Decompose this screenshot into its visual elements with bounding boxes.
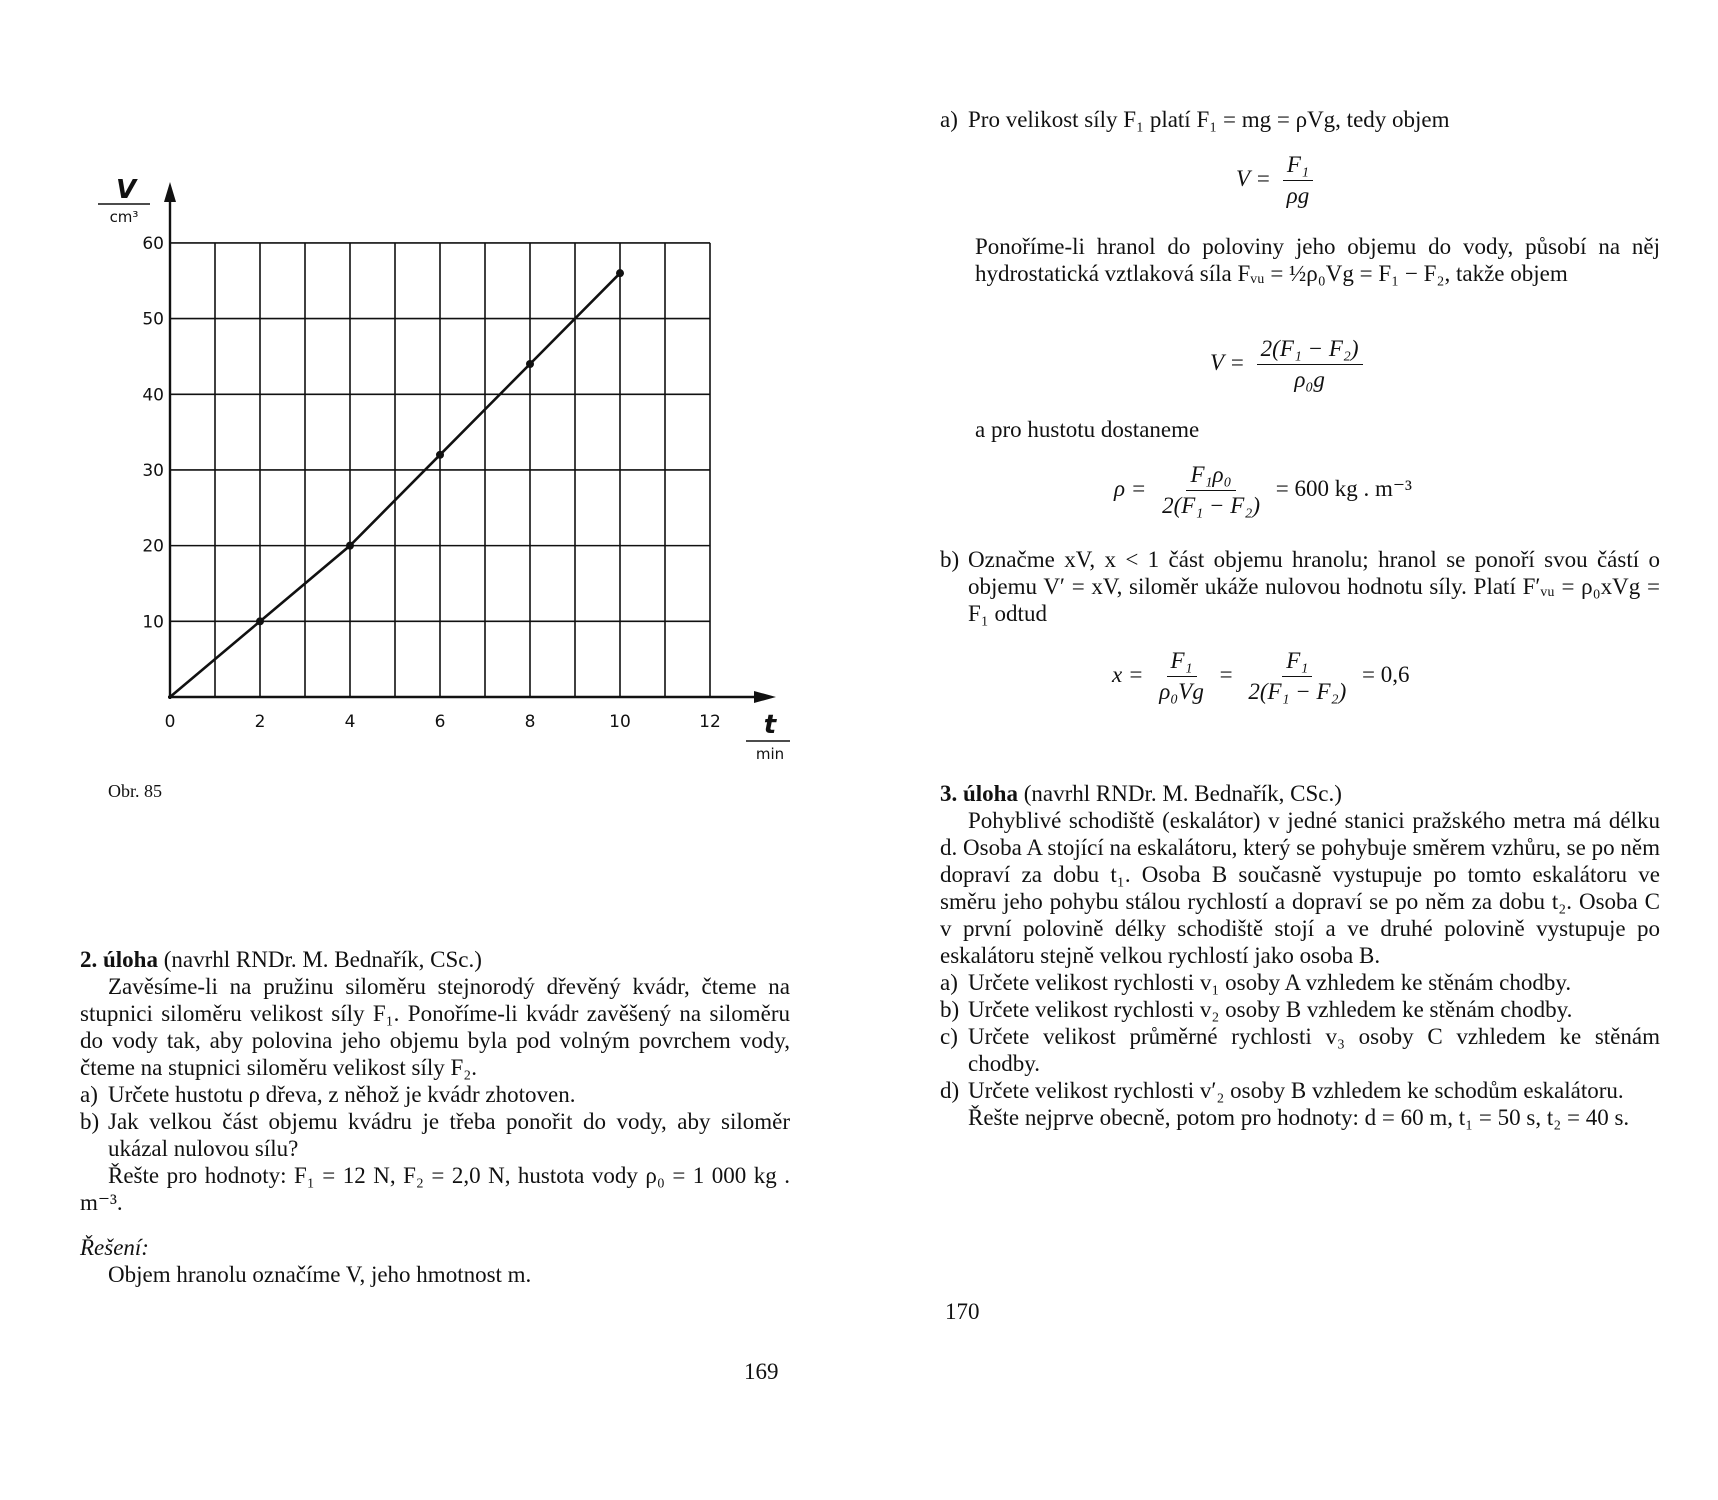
- data-point: [616, 269, 624, 277]
- y-tick-label: 60: [142, 233, 164, 254]
- chart-volume-vs-time: [90, 170, 790, 780]
- task-3-item-a: [940, 969, 1660, 996]
- eq-rhs: = 600 kg . m⁻³: [1275, 475, 1412, 501]
- task-2-item-b: [80, 1108, 790, 1162]
- x-axis-unit: min: [755, 745, 785, 763]
- task-3-number: 3. úloha: [940, 781, 1018, 806]
- eq-fraction: [1155, 646, 1208, 707]
- task-2-item-a: [80, 1081, 790, 1108]
- item-label: a): [940, 107, 958, 132]
- data-point: [346, 542, 354, 550]
- chart-series: [170, 269, 624, 697]
- item-label: b): [940, 547, 960, 572]
- item-text: Označme xV, x < 1 část objemu hranolu; hranol se ponoří svou částí o objemu V′ = xV, siloměr ukáže nulovou hodnotu síly. Platí F′ᵥᵤ = ρ₀xVg = F₁ odtud: [968, 547, 1660, 626]
- item-label: b): [940, 997, 960, 1022]
- task-3-item-b: [940, 996, 1660, 1023]
- eq-denominator: ρg: [1286, 183, 1310, 208]
- item-label: b): [80, 1109, 100, 1134]
- equation-density: [1114, 460, 1412, 521]
- task-2-paragraph: Zavěsíme-li na pružinu siloměru stejnorodý dřevěný kvádr, čteme na stupnici siloměru velikost síly F₁. Ponoříme-li kvádr zavěšený na siloměru do vody tak, aby polovina jeho objemu byla pod volným povrchem vody, čteme na stupnici siloměru velikost síly F₂.: [80, 974, 790, 1080]
- eq-lhs: V =: [1210, 349, 1245, 375]
- eq-numerator: F₁: [1167, 646, 1197, 677]
- x-axis-arrow-icon: [754, 691, 776, 703]
- solution-heading: Řešení:: [80, 1235, 149, 1260]
- x-tick-label: 4: [344, 712, 356, 732]
- eq-fraction: [1158, 460, 1264, 521]
- eq-lhs: V =: [1236, 165, 1271, 191]
- y-tick-label: 40: [142, 385, 164, 406]
- page-number-right: 170: [945, 1299, 980, 1324]
- task-2-author: (navrhl RNDr. M. Bednařík, CSc.): [157, 947, 482, 972]
- y-axis-arrow-icon: [164, 182, 176, 202]
- equation-volume: [1236, 150, 1319, 211]
- eq-fraction: [1283, 150, 1314, 211]
- task-3-item-c: [940, 1023, 1660, 1077]
- y-axis-unit: cm³: [109, 208, 139, 226]
- y-tick-label: 50: [142, 309, 164, 330]
- eq-denominator: ρ₀g: [1294, 367, 1325, 392]
- data-point: [526, 360, 534, 368]
- data-point: [436, 451, 444, 459]
- solution-paragraph-2: Ponoříme-li hranol do poloviny jeho objemu do vody, působí na něj hydrostatická vztlaková síla Fᵥᵤ = ½ρ₀Vg = F₁ − F₂, takže objem: [975, 234, 1660, 286]
- x-tick-label: 6: [434, 712, 446, 732]
- task-3-paragraph: Pohyblivé schodiště (eskalátor) v jedné stanici pražského metra má délku d. Osoba A stojící na eskalátoru, který se pohybuje směrem vzhůru, se po něm dopraví za dobu t₁. Osoba B současně vystupuje po tomto eskalátoru ve směru jeho pohybu stálou rychlostí a dopraví se po něm za dobu t₂. Osoba C v první polovině délky schodiště stojí a ve druhé polovině vystupuje po eskalátoru stejně velkou rychlostí jako osoba B.: [940, 808, 1660, 968]
- solution-text: Objem hranolu označíme V, jeho hmotnost m.: [108, 1262, 532, 1287]
- equation-fraction-x: [1112, 646, 1409, 707]
- eq-numerator: F₁: [1282, 646, 1312, 677]
- item-label: a): [80, 1082, 98, 1107]
- eq-numerator: F₁: [1283, 150, 1313, 181]
- eq-numerator: 2(F₁ − F₂): [1257, 334, 1363, 365]
- x-tick-label: 8: [524, 712, 536, 732]
- item-text: Určete velikost rychlosti v′₂ osoby B vzhledem ke schodům eskalátoru.: [968, 1078, 1624, 1103]
- data-point: [256, 617, 264, 625]
- eq-denominator: 2(F₁ − F₂): [1162, 493, 1260, 518]
- right-task-3-block: [940, 780, 1660, 1131]
- task-3-item-d: [940, 1077, 1660, 1104]
- eq-lhs: ρ =: [1114, 475, 1147, 501]
- page-number-left: 169: [744, 1359, 779, 1384]
- item-text: Určete velikost rychlosti v₂ osoby B vzhledem ke stěnám chodby.: [968, 997, 1573, 1022]
- solution-a: [940, 106, 1660, 133]
- item-label: c): [940, 1024, 958, 1049]
- eq-rhs: = 0,6: [1362, 661, 1410, 687]
- y-tick-label: 10: [142, 612, 164, 633]
- figure-caption: Obr. 85: [108, 781, 162, 801]
- x-tick-label: 0: [164, 712, 176, 732]
- item-text: Určete velikost průměrné rychlosti v₃ osoby C vzhledem ke stěnám chodby.: [968, 1024, 1660, 1076]
- task-2-number: 2. úloha: [80, 947, 158, 972]
- x-tick-label: 10: [609, 712, 631, 732]
- left-text-block: [80, 946, 790, 1288]
- task-3-heading: [940, 780, 1660, 807]
- x-axis-label: t: [763, 710, 777, 740]
- eq-fraction: [1244, 646, 1350, 707]
- item-text: Pro velikost síly F₁ platí F₁ = mg = ρVg, tedy objem: [968, 107, 1450, 132]
- task-3-values: Řešte nejprve obecně, potom pro hodnoty: d = 60 m, t₁ = 50 s, t₂ = 40 s.: [968, 1105, 1630, 1130]
- y-tick-label: 30: [142, 460, 164, 481]
- task-2-values: Řešte pro hodnoty: F₁ = 12 N, F₂ = 2,0 N, hustota vody ρ₀ = 1 000 kg . m⁻³.: [80, 1163, 790, 1215]
- x-tick-label: 12: [699, 712, 721, 732]
- item-text: Určete hustotu ρ dřeva, z něhož je kvádr zhotoven.: [108, 1082, 576, 1107]
- eq-fraction: [1257, 334, 1363, 395]
- eq-numerator: F₁ρ₀: [1186, 460, 1235, 491]
- x-tick-label: 2: [254, 712, 266, 732]
- item-label: a): [940, 970, 958, 995]
- solution-b: [940, 546, 1660, 627]
- y-tick-label: 20: [142, 536, 164, 557]
- eq-denominator: 2(F₁ − F₂): [1248, 679, 1347, 704]
- eq-denominator: ρ₀Vg: [1159, 679, 1204, 704]
- equation-volume-2: [1210, 334, 1369, 395]
- item-text: Určete velikost rychlosti v₁ osoby A vzhledem ke stěnám chodby.: [968, 970, 1572, 995]
- chart-tick-labels: [98, 175, 790, 763]
- task-3-author: (navrhl RNDr. M. Bednařík, CSc.): [1017, 781, 1342, 806]
- item-text: Jak velkou část objemu kvádru je třeba ponořit do vody, aby siloměr ukázal nulovou sílu?: [108, 1109, 790, 1161]
- task-2-heading: [80, 946, 790, 973]
- eq-lhs: x =: [1112, 661, 1144, 687]
- item-label: d): [940, 1078, 960, 1103]
- eq-equals: =: [1219, 661, 1233, 687]
- y-axis-label: V: [115, 175, 137, 205]
- solution-paragraph-3: a pro hustotu dostaneme: [975, 417, 1200, 442]
